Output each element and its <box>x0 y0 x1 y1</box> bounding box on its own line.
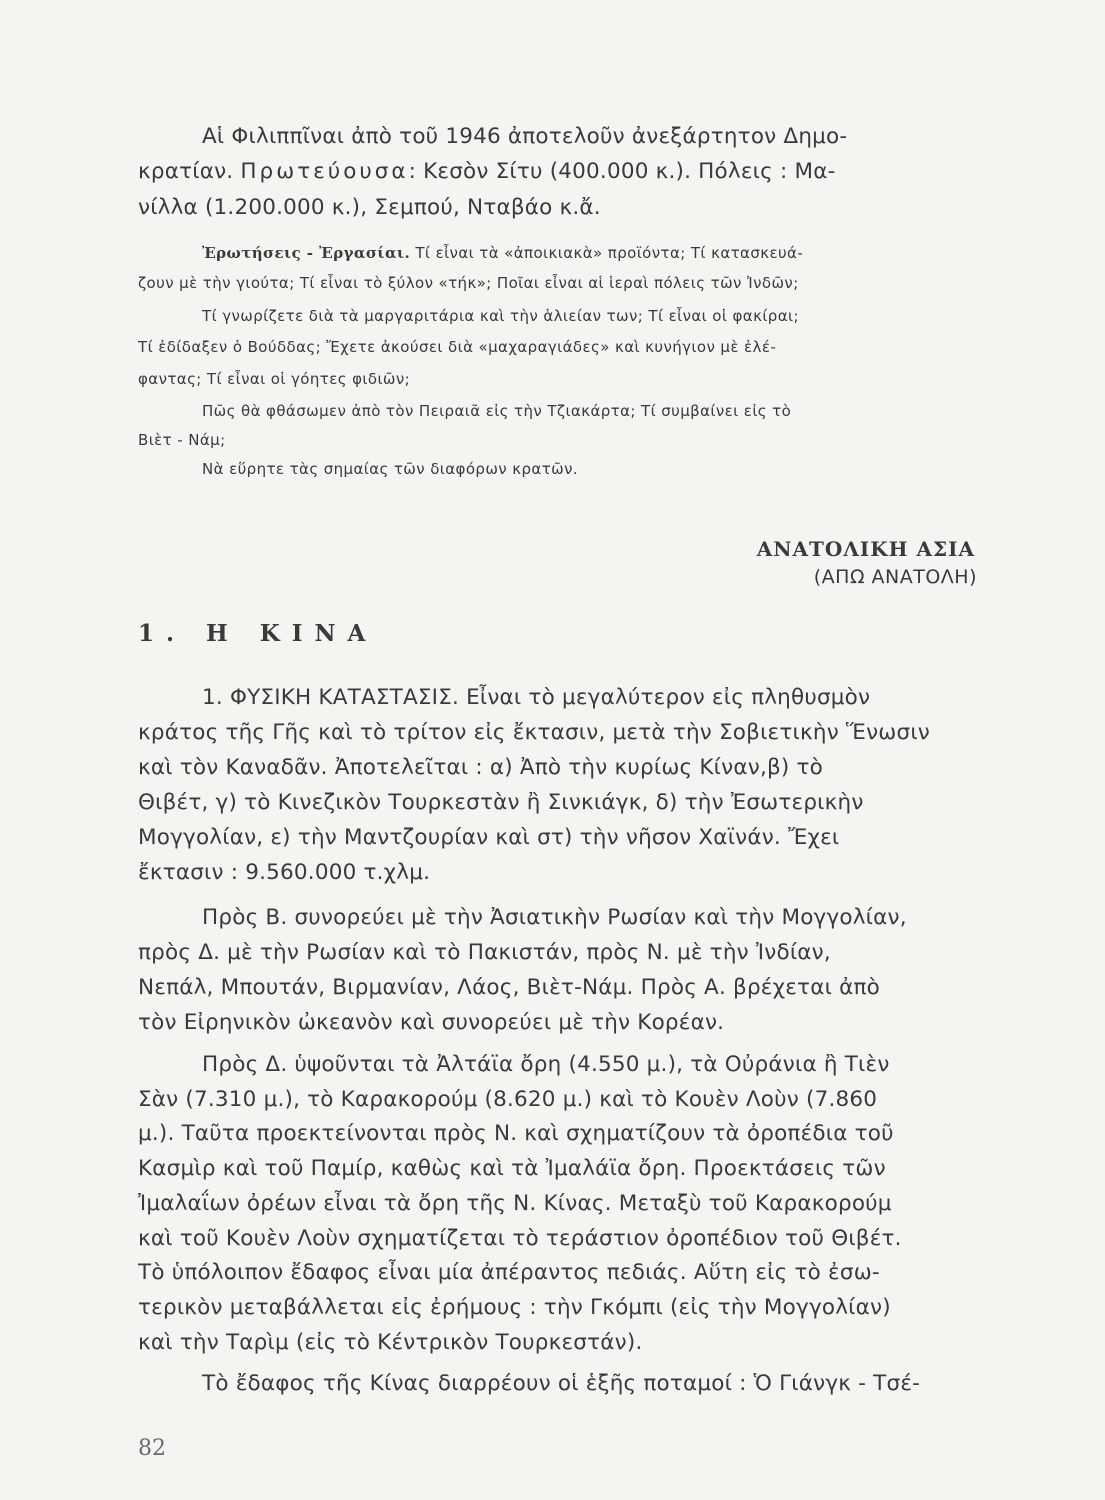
questions-heading: Ἐρωτήσεις - Ἐργασίαι. <box>202 244 411 262</box>
mountains-line-4: Κασμὶρ καὶ τοῦ Παμίρ, καθὼς καὶ τὰ Ἰμαλάϊα ὄρη. Προεκτάσεις τῶν <box>138 1156 886 1181</box>
questions-line-1 <box>202 244 803 262</box>
mountains-line-7: Τὸ ὑπόλοιπον ἔδαφος εἶναι μία ἀπέραντος πεδιάς. Αὕτη εἰς τὸ ἐσω- <box>138 1260 880 1285</box>
physical-line-6: ἔκτασιν : 9.560.000 τ.χλμ. <box>138 860 431 885</box>
questions-line-4: Τί ἐδίδαξεν ὁ Βούδδας; Ἔχετε ἀκούσει διὰ «μαχαραγιάδες» καὶ κυνήγιον μὲ ἐλέ- <box>138 338 777 356</box>
physical-line-5: Μογγολίαν, ε) τὴν Μαντζουρίαν καὶ στ) τὴν νῆσον Χαϊνάν. Ἔχει <box>138 825 840 850</box>
borders-line-1: Πρὸς Β. συνορεύει μὲ τὴν Ἀσιατικὴν Ρωσίαν καὶ τὴν Μογγολίαν, <box>202 905 907 930</box>
physical-line-1: 1. ΦΥΣΙΚΗ ΚΑΤΑΣΤΑΣΙΣ. Εἶναι τὸ μεγαλύτερον εἰς πληθυσμὸν <box>202 685 871 710</box>
mountains-line-2: Σὰν (7.310 μ.), τὸ Καρακορούμ (8.620 μ.) καὶ τὸ Κουὲν Λοὺν (7.860 <box>138 1087 878 1112</box>
questions-line-7: Βιὲτ - Νάμ; <box>138 431 226 449</box>
mountains-line-3: μ.). Ταῦτα προεκτείνονται πρὸς Ν. καὶ σχηματίζουν τὰ ὀροπέδια τοῦ <box>138 1121 894 1146</box>
borders-line-4: τὸν Εἰρηνικὸν ὠκεανὸν καὶ συνορεύει μὲ τὴν Κορέαν. <box>138 1010 725 1035</box>
mountains-line-9: καὶ τὴν Ταρὶμ (εἰς τὸ Κέντρικὸν Τουρκεστάν). <box>138 1330 643 1355</box>
questions-line-8: Νὰ εὕρητε τὰς σημαίας τῶν διαφόρων κρατῶν. <box>202 460 579 478</box>
borders-line-3: Νεπάλ, Μπουτάν, Βιρμανίαν, Λάος, Βιὲτ-Νάμ. Πρὸς Α. βρέχεται ἀπὸ <box>138 975 880 1000</box>
questions-line-3: Τί γνωρίζετε διὰ τὰ μαργαριτάρια καὶ τὴν ἁλιείαν των; Τί εἶναι οἱ φακίραι; <box>202 307 799 325</box>
rivers-line-1: Τὸ ἔδαφος τῆς Κίνας διαρρέουν οἱ ἑξῆς ποταμοί : Ὁ Γιάνγκ - Τσέ- <box>202 1371 921 1396</box>
page-number: 82 <box>138 1436 166 1461</box>
questions-line-1-text: Τί εἶναι τὰ «ἀποικιακὰ» προϊόντα; Τί κατασκευά- <box>415 244 804 262</box>
questions-line-2: ζουν μὲ τὴν γιούτα; Τί εἶναι τὸ ξύλον «τήκ»; Ποῖαι εἶναι αἱ ἱεραὶ πόλεις τῶν Ἰνδῶν; <box>138 274 799 292</box>
intro-line-2c: : Κεσὸν Σίτυ (400.000 κ.). Πόλεις : Μα- <box>408 159 836 184</box>
capital-label: Πρωτεύουσα <box>240 159 409 184</box>
region-title: ΑΝΑΤΟΛΙΚΗ ΑΣΙΑ <box>756 537 975 561</box>
region-subtitle: (ΑΠΩ ΑΝΑΤΟΛΗ) <box>813 566 977 588</box>
intro-line-2 <box>138 159 836 184</box>
chapter-title: 1. Η ΚΙΝΑ <box>138 620 378 647</box>
questions-line-5: φαντας; Τί εἶναι οἱ γόητες φιδιῶν; <box>138 370 411 388</box>
intro-line-3: νίλλα (1.200.000 κ.), Σεμπού, Νταβάο κ.ἄ. <box>138 195 601 220</box>
questions-line-6: Πῶς θὰ φθάσωμεν ἀπὸ τὸν Πειραιᾶ εἰς τὴν Τζιακάρτα; Τί συμβαίνει εἰς τὸ <box>202 402 792 420</box>
physical-line-2: κράτος τῆς Γῆς καὶ τὸ τρίτον εἰς ἔκτασιν, μετὰ τὴν Σοβιετικὴν Ἕνωσιν <box>138 720 931 745</box>
physical-line-3: καὶ τὸν Καναδᾶν. Ἀποτελεῖται : α) Ἀπὸ τὴν κυρίως Κίναν,β) τὸ <box>138 755 824 780</box>
mountains-line-1: Πρὸς Δ. ὑψοῦνται τὰ Ἀλτάϊα ὄρη (4.550 μ.), τὰ Οὐράνια ἢ Τιὲν <box>202 1052 890 1077</box>
mountains-line-5: Ἰμαλαΐων ὀρέων εἶναι τὰ ὄρη τῆς Ν. Κίνας. Μεταξὺ τοῦ Καρακορούμ <box>138 1191 892 1216</box>
intro-line-1: Αἱ Φιλιππῖναι ἀπὸ τοῦ 1946 ἀποτελοῦν ἀνεξάρτητον Δημο- <box>202 124 848 149</box>
physical-line-4: Θιβέτ, γ) τὸ Κινεζικὸν Τουρκεστὰν ἢ Σινκιάγκ, δ) τὴν Ἐσωτερικὴν <box>138 790 864 815</box>
borders-line-2: πρὸς Δ. μὲ τὴν Ρωσίαν καὶ τὸ Πακιστάν, πρὸς Ν. μὲ τὴν Ἰνδίαν, <box>138 940 831 965</box>
mountains-line-6: καὶ τοῦ Κουὲν Λοὺν σχηματίζεται τὸ τεράστιον ὀροπέδιον τοῦ Θιβέτ. <box>138 1226 902 1251</box>
mountains-line-8: τερικὸν μεταβάλλεται εἰς ἐρήμους : τὴν Γκόμπι (εἰς τὴν Μογγολίαν) <box>138 1295 891 1320</box>
intro-line-2a: κρατίαν. <box>138 159 234 184</box>
